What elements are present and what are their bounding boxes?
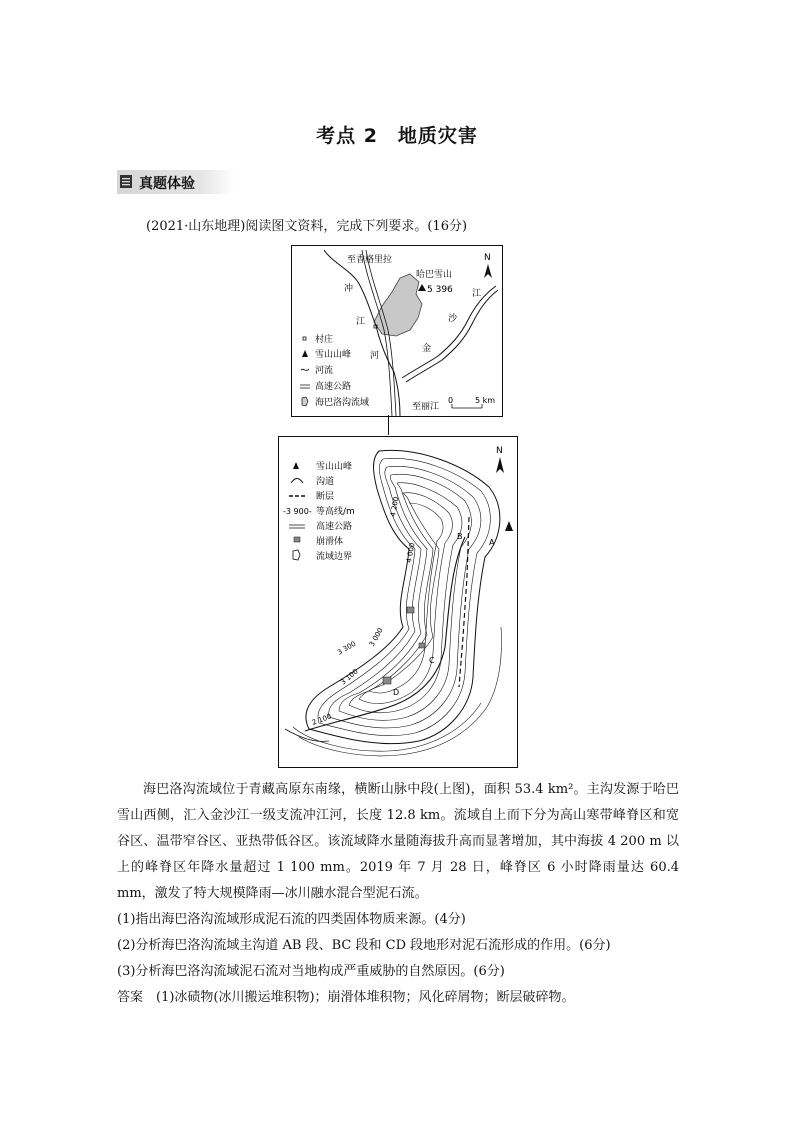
highway-icon (300, 385, 310, 388)
contour-icon: -3 900- (283, 507, 312, 516)
page-title: 考点 2 地质灾害 (316, 125, 478, 147)
point-c: C (429, 656, 435, 665)
svg-text:村庄: 村庄 (315, 335, 334, 345)
contour-label-3300: 3 300 (336, 639, 358, 657)
contour-label-3100: 3 100 (339, 667, 360, 687)
svg-text:高速公路: 高速公路 (315, 382, 352, 392)
answer-line: 答案 (1)冰碛物(冰川搬运堆积物)；崩滑体堆积物；风化碎屑物；断层破碎物。 (117, 990, 575, 1005)
landslide-3 (419, 643, 425, 648)
list-icon (120, 175, 132, 188)
map-connector (388, 415, 389, 435)
label-chong: 冲 (344, 284, 354, 294)
question-intro: (2021·山东地理)阅读图文资料，完成下列要求。(16分) (146, 219, 468, 234)
label-he: 河 (370, 351, 380, 361)
north-label-bottom: N (496, 446, 503, 456)
landslide-2 (383, 677, 391, 684)
label-sha: 沙 (448, 314, 458, 324)
label-peak-name: 哈巴雪山 (416, 270, 453, 280)
boundary-icon (293, 550, 300, 560)
peak-marker (418, 284, 426, 291)
north-arrow-icon-bottom (496, 457, 504, 473)
label-jiang2: 江 (472, 289, 482, 299)
basin-area (374, 274, 422, 336)
basin-map (278, 436, 518, 768)
point-a: A (489, 538, 495, 547)
basin-icon (302, 397, 308, 406)
north-label: N (484, 253, 491, 263)
fault-line (459, 517, 469, 687)
svg-text:等高线/m: 等高线/m (316, 507, 355, 517)
contour-label-4000: 4 000 (405, 542, 417, 564)
point-b: B (457, 532, 463, 541)
svg-text:河流: 河流 (315, 366, 334, 376)
contour-label-3000: 3 000 (367, 626, 385, 648)
peak-marker-bottom (505, 521, 513, 531)
scale-five: 5 km (475, 396, 496, 405)
section-label: 真题体验 (139, 176, 195, 192)
passage-paragraph: 海巴洛沟流域位于青藏高原东南缘，横断山脉中段(上图)，面积 53.4 km²。主沟发源于哈巴雪山西侧，汇入金沙江一级支流冲江河，长度 12.8 km。流域自上而下分为高山寒带峰脊区和宽谷区、温带窄谷区、亚热带低谷区。该流域降水量随海拔升高而显著增加，其中海拔 4 200 m 以上的峰脊区年降水量超过 1 100 mm。2019 年 7 月 28 日，峰脊区 6 小时降雨量达 60.4 mm，激发了特大规模降雨—冰川融水混合型泥石流。 (117, 782, 679, 901)
village-icon (303, 337, 306, 340)
location-map-svg (292, 246, 502, 416)
question-1: (1)指出海巴洛沟流域形成泥石流的四类固体物质来源。(4分) (117, 912, 466, 927)
svg-text:雪山山峰: 雪山山峰 (315, 350, 352, 360)
label-to-shangrila: 至香格里拉 (347, 255, 393, 265)
svg-text:沟道: 沟道 (316, 477, 335, 487)
label-jiang1: 江 (356, 317, 366, 327)
highway-icon (289, 525, 305, 528)
svg-text:雪山山峰: 雪山山峰 (316, 462, 353, 472)
label-to-lijiang: 至丽江 (412, 402, 440, 412)
svg-text:断层: 断层 (316, 492, 335, 502)
river-icon (301, 369, 309, 370)
label-jin: 金 (422, 344, 432, 354)
snow-peak-icon (293, 462, 299, 469)
contour-label-4200: 4 200 (389, 496, 401, 518)
label-peak-elev: 5 396 (427, 285, 453, 295)
point-d: D (393, 688, 400, 697)
svg-text:海巴洛沟流域: 海巴洛沟流域 (315, 398, 370, 408)
svg-text:流域边界: 流域边界 (316, 552, 353, 562)
basin-map-svg (279, 437, 517, 767)
question-3: (3)分析海巴洛沟流域泥石流对当地构成严重威胁的自然原因。(6分) (117, 964, 505, 979)
scale-zero: 0 (448, 396, 454, 405)
landslide-icon (294, 537, 300, 542)
legend-top (300, 333, 369, 408)
location-map (291, 245, 503, 417)
contour-label-2100: 2 100 (310, 712, 333, 727)
question-2: (2)分析海巴洛沟流域主沟道 AB 段、BC 段和 CD 段地形对泥石流形成的作用。(6分) (117, 938, 611, 953)
section-header (117, 170, 235, 194)
landslide-1 (407, 607, 414, 613)
question-body (117, 777, 679, 1011)
north-arrow-icon (484, 264, 492, 278)
svg-text:崩滑体: 崩滑体 (316, 537, 344, 547)
gully-icon (291, 479, 303, 484)
svg-text:高速公路: 高速公路 (316, 522, 353, 532)
snow-peak-icon (302, 350, 308, 357)
legend-bottom (283, 460, 355, 562)
